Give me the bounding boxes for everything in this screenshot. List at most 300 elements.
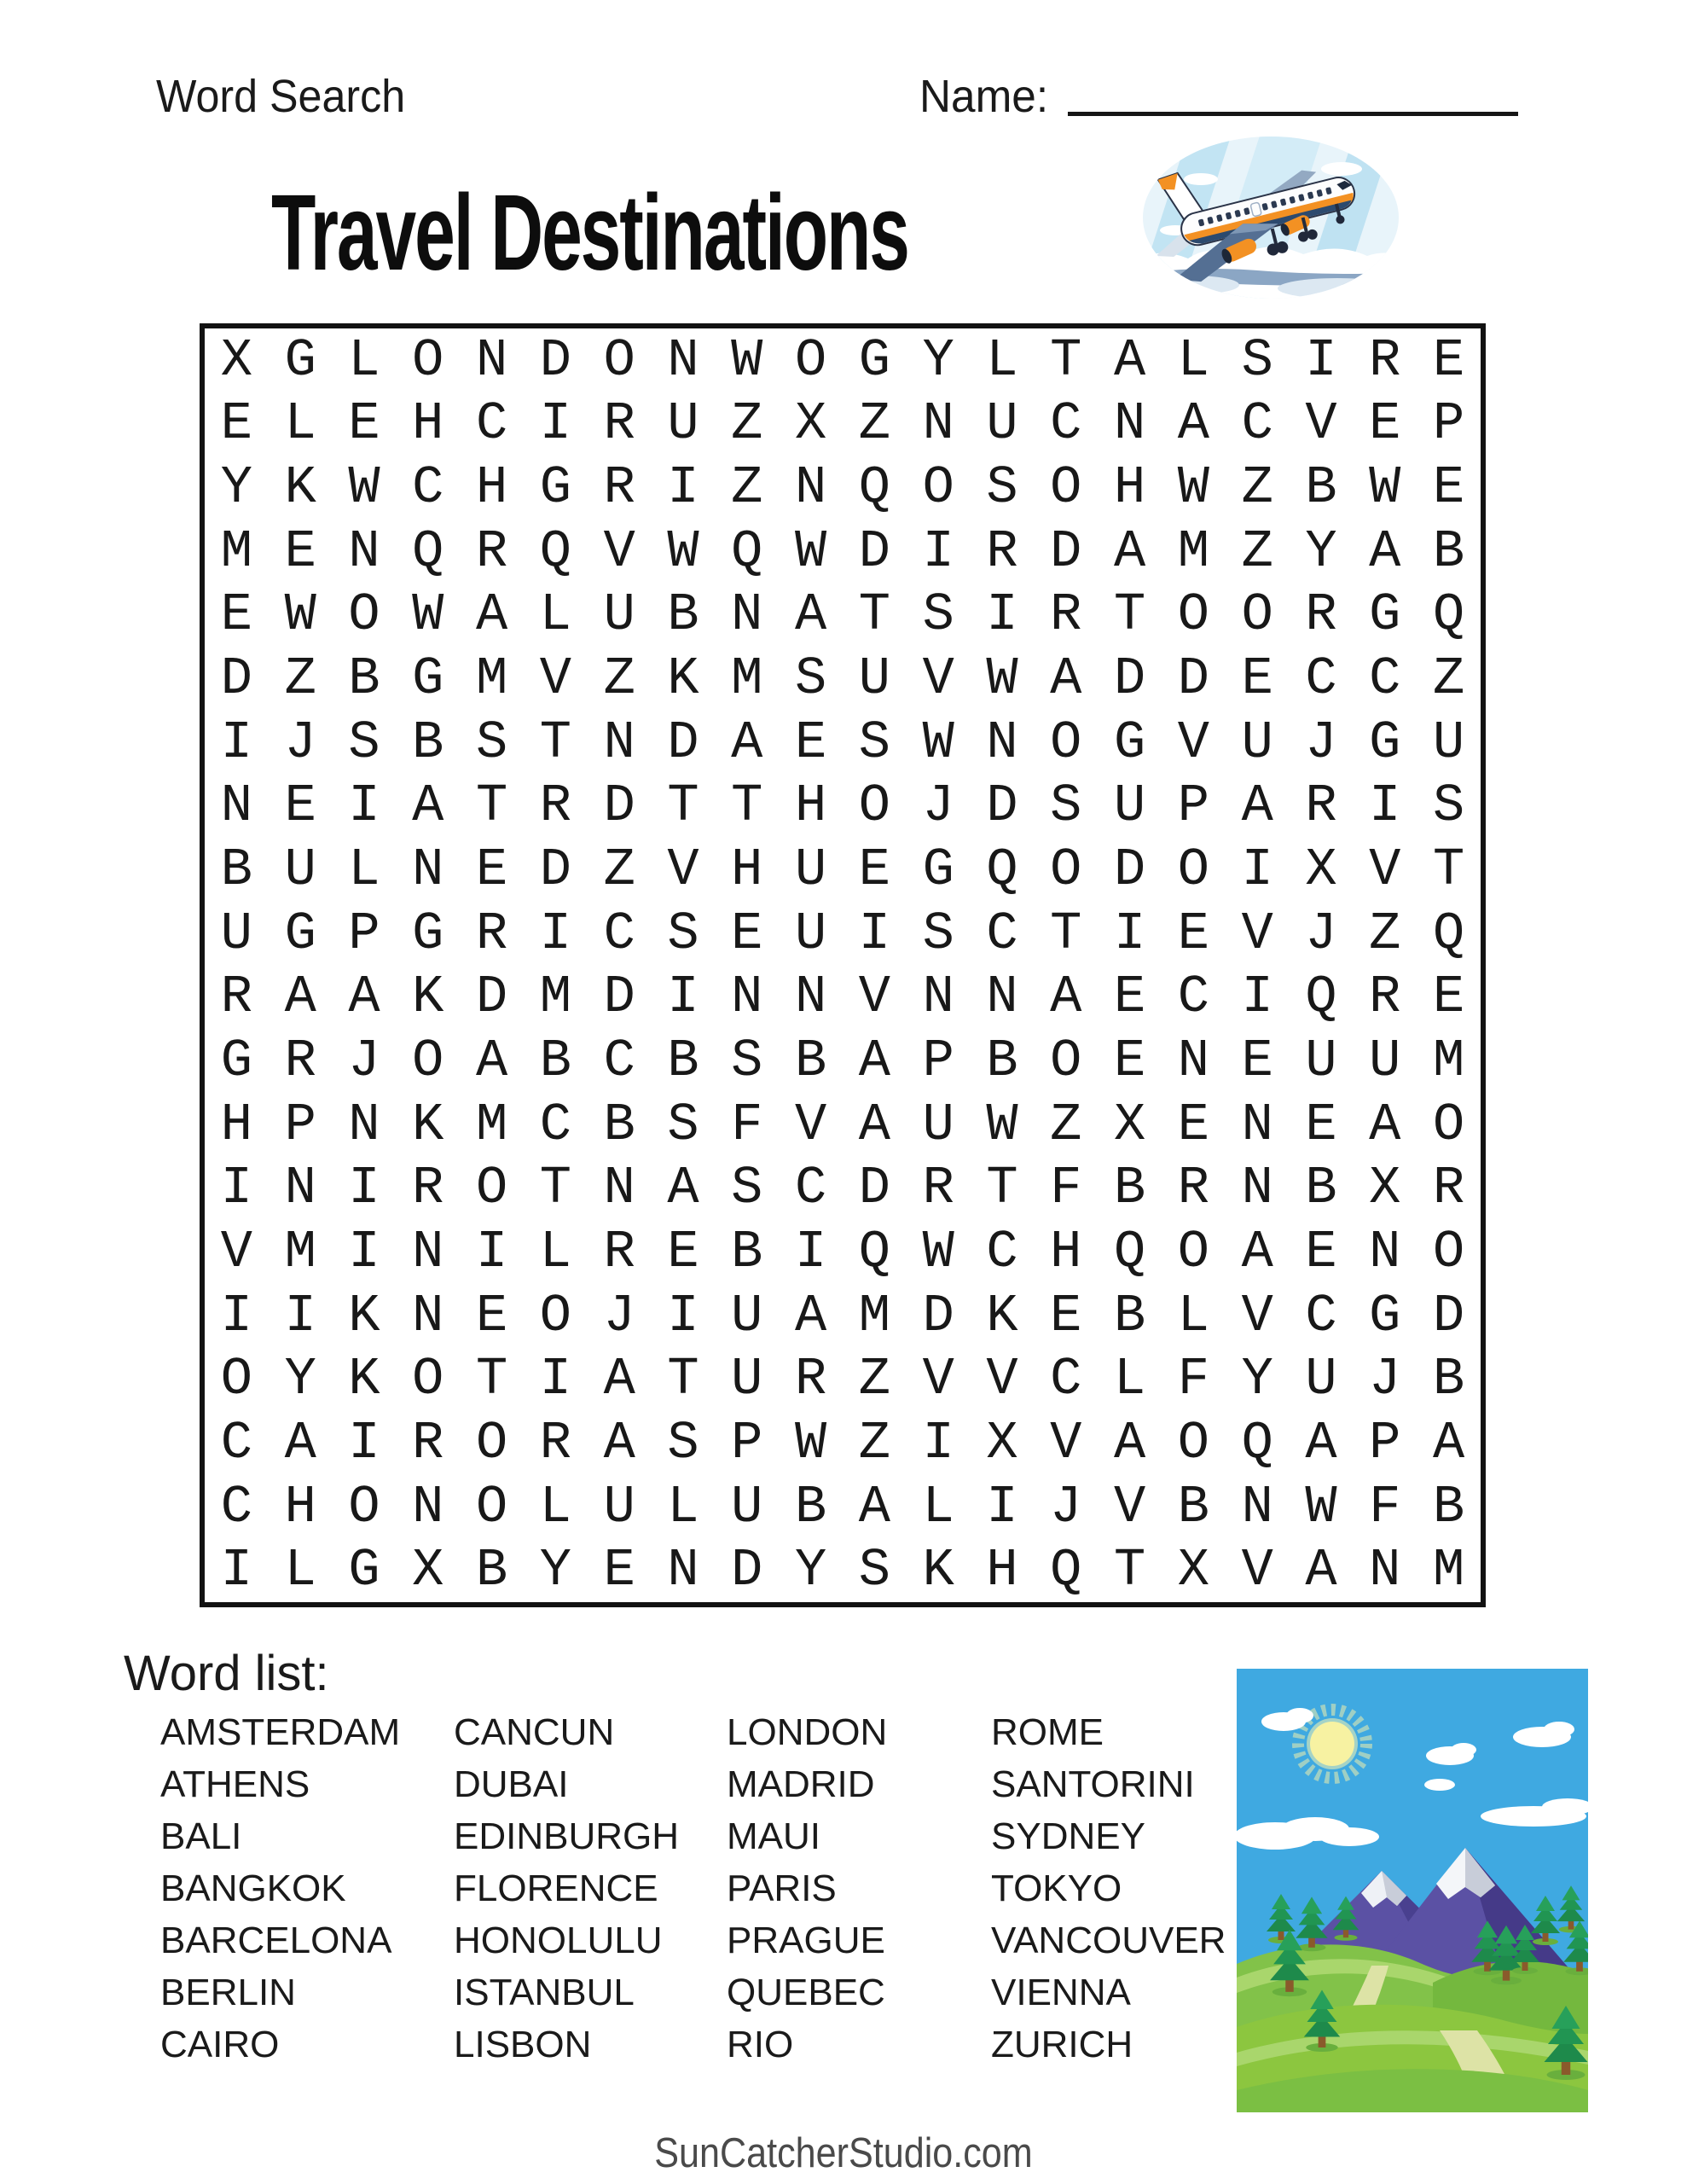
word-list-label: Word list: bbox=[124, 1646, 329, 1701]
grid-cell: H bbox=[1050, 1221, 1082, 1282]
grid-cell: P bbox=[731, 1412, 763, 1473]
grid-cell: I bbox=[539, 393, 571, 455]
grid-cell: S bbox=[858, 712, 890, 773]
grid-cell: S bbox=[986, 457, 1018, 519]
grid-cell: U bbox=[731, 1476, 763, 1537]
grid-cell: R bbox=[475, 903, 508, 964]
grid-cell: C bbox=[986, 1221, 1018, 1282]
grid-cell: N bbox=[348, 1094, 380, 1155]
grid-cell: F bbox=[1369, 1476, 1401, 1537]
grid-cell: L bbox=[539, 1476, 571, 1537]
grid-cell: I bbox=[348, 1158, 380, 1219]
grid-cell: L bbox=[348, 839, 380, 901]
grid-cell: A bbox=[348, 967, 380, 1028]
grid-cell: E bbox=[1432, 457, 1465, 519]
grid-cell: N bbox=[603, 712, 635, 773]
grid-cell: O bbox=[539, 1285, 571, 1346]
grid-cell: D bbox=[1113, 648, 1146, 710]
grid-cell: N bbox=[922, 393, 954, 455]
grid-cell: A bbox=[1369, 1094, 1401, 1155]
grid-cell: I bbox=[1305, 329, 1337, 391]
grid-cell: A bbox=[1113, 1412, 1146, 1473]
grid-cell: O bbox=[603, 329, 635, 391]
grid-cell: N bbox=[731, 967, 763, 1028]
grid-cell: I bbox=[1241, 967, 1273, 1028]
grid-cell: V bbox=[986, 1349, 1018, 1410]
word-list-item: TOKYO bbox=[991, 1867, 1122, 1909]
grid-cell: F bbox=[1050, 1158, 1082, 1219]
grid-cell: A bbox=[1050, 967, 1082, 1028]
grid-cell: E bbox=[858, 839, 890, 901]
word-list-item: PARIS bbox=[727, 1867, 837, 1909]
grid-cell: Z bbox=[858, 1349, 890, 1410]
grid-cell: D bbox=[858, 520, 890, 582]
grid-cell: X bbox=[986, 1412, 1018, 1473]
grid-cell: O bbox=[1050, 839, 1082, 901]
grid-cell: R bbox=[1432, 1158, 1465, 1219]
grid-cell: A bbox=[603, 1349, 635, 1410]
grid-cell: X bbox=[220, 329, 252, 391]
grid-cell: V bbox=[220, 1221, 252, 1282]
grid-cell: D bbox=[1432, 1285, 1465, 1346]
grid-cell: L bbox=[667, 1476, 699, 1537]
grid-cell: G bbox=[539, 457, 571, 519]
grid-cell: S bbox=[794, 648, 827, 710]
grid-cell: V bbox=[1177, 712, 1209, 773]
grid-cell: W bbox=[794, 1412, 827, 1473]
grid-cell: D bbox=[731, 1540, 763, 1601]
grid-cell: U bbox=[858, 648, 890, 710]
grid-cell: E bbox=[603, 1540, 635, 1601]
grid-cell: T bbox=[986, 1158, 1018, 1219]
grid-cell: B bbox=[475, 1540, 508, 1601]
grid-cell: O bbox=[475, 1412, 508, 1473]
grid-cell: G bbox=[858, 329, 890, 391]
grid-cell: U bbox=[1432, 712, 1465, 773]
grid-cell: E bbox=[1432, 967, 1465, 1028]
grid-cell: V bbox=[922, 648, 954, 710]
grid-cell: E bbox=[220, 393, 252, 455]
grid-cell: E bbox=[1305, 1221, 1337, 1282]
grid-cell: X bbox=[794, 393, 827, 455]
mountain-landscape-icon bbox=[1237, 1669, 1588, 2112]
grid-cell: D bbox=[1050, 520, 1082, 582]
grid-cell: O bbox=[1241, 584, 1273, 646]
grid-cell: O bbox=[1050, 712, 1082, 773]
grid-cell: S bbox=[922, 903, 954, 964]
grid-cell: C bbox=[603, 903, 635, 964]
grid-cell: R bbox=[412, 1412, 444, 1473]
grid-cell: I bbox=[284, 1285, 316, 1346]
grid-cell: F bbox=[731, 1094, 763, 1155]
grid-cell: D bbox=[922, 1285, 954, 1346]
grid-cell: A bbox=[1369, 520, 1401, 582]
grid-cell: S bbox=[1432, 775, 1465, 837]
grid-cell: E bbox=[1177, 903, 1209, 964]
word-list-item: BARCELONA bbox=[160, 1920, 392, 1961]
grid-cell: N bbox=[412, 1476, 444, 1537]
grid-cell: E bbox=[1177, 1094, 1209, 1155]
grid-cell: E bbox=[667, 1221, 699, 1282]
grid-cell: L bbox=[284, 393, 316, 455]
grid-cell: C bbox=[1305, 648, 1337, 710]
grid-cell: I bbox=[220, 1158, 252, 1219]
grid-cell: R bbox=[1305, 775, 1337, 837]
grid-cell: R bbox=[603, 1221, 635, 1282]
grid-cell: U bbox=[603, 584, 635, 646]
grid-cell: W bbox=[922, 1221, 954, 1282]
grid-cell: G bbox=[1113, 712, 1146, 773]
word-list-item: EDINBURGH bbox=[454, 1815, 680, 1857]
word-list-item: PRAGUE bbox=[727, 1920, 885, 1961]
grid-cell: T bbox=[731, 775, 763, 837]
grid-cell: L bbox=[1177, 1285, 1209, 1346]
grid-cell: R bbox=[1369, 329, 1401, 391]
grid-cell: Q bbox=[1050, 1540, 1082, 1601]
grid-cell: H bbox=[1113, 457, 1146, 519]
grid-cell: L bbox=[284, 1540, 316, 1601]
grid-cell: T bbox=[1113, 1540, 1146, 1601]
grid-cell: S bbox=[922, 584, 954, 646]
grid-cell: T bbox=[475, 1349, 508, 1410]
grid-cell: N bbox=[1113, 393, 1146, 455]
grid-cell: M bbox=[858, 1285, 890, 1346]
grid-cell: L bbox=[1113, 1349, 1146, 1410]
word-list-item: BANGKOK bbox=[160, 1867, 346, 1909]
grid-cell: D bbox=[475, 967, 508, 1028]
grid-cell: B bbox=[794, 1030, 827, 1091]
grid-cell: S bbox=[1050, 775, 1082, 837]
grid-cell: M bbox=[539, 967, 571, 1028]
grid-cell: G bbox=[922, 839, 954, 901]
grid-cell: U bbox=[603, 1476, 635, 1537]
grid-cell: Z bbox=[1241, 457, 1273, 519]
grid-cell: D bbox=[1113, 839, 1146, 901]
grid-cell: J bbox=[1305, 712, 1337, 773]
grid-cell: N bbox=[667, 1540, 699, 1601]
grid-cell: G bbox=[284, 329, 316, 391]
grid-cell: A bbox=[1305, 1412, 1337, 1473]
grid-cell: M bbox=[731, 648, 763, 710]
grid-cell: E bbox=[1050, 1285, 1082, 1346]
grid-cell: L bbox=[922, 1476, 954, 1537]
grid-cell: W bbox=[794, 520, 827, 582]
word-list-column bbox=[727, 1706, 887, 2071]
grid-cell: W bbox=[412, 584, 444, 646]
grid-cell: R bbox=[220, 967, 252, 1028]
grid-cell: V bbox=[539, 648, 571, 710]
grid-cell: I bbox=[220, 712, 252, 773]
grid-cell: A bbox=[475, 584, 508, 646]
grid-cell: H bbox=[986, 1540, 1018, 1601]
grid-cell: Z bbox=[603, 839, 635, 901]
word-list-column bbox=[454, 1706, 679, 2071]
site-credit: SunCatcherStudio.com bbox=[654, 2130, 1033, 2176]
grid-cell: N bbox=[922, 967, 954, 1028]
grid-cell: Y bbox=[1305, 520, 1337, 582]
grid-cell: W bbox=[348, 457, 380, 519]
grid-cell: V bbox=[1369, 839, 1401, 901]
grid-cell: A bbox=[794, 584, 827, 646]
grid-cell: H bbox=[220, 1094, 252, 1155]
grid-cell: B bbox=[986, 1030, 1018, 1091]
grid-cell: N bbox=[794, 967, 827, 1028]
grid-cell: D bbox=[603, 967, 635, 1028]
word-list-item: ISTANBUL bbox=[454, 1972, 635, 2013]
grid-cell: O bbox=[922, 457, 954, 519]
grid-cell: O bbox=[412, 1349, 444, 1410]
grid-cell: A bbox=[1241, 775, 1273, 837]
grid-cell: A bbox=[1113, 329, 1146, 391]
grid-cell: X bbox=[1369, 1158, 1401, 1219]
grid-cell: N bbox=[986, 967, 1018, 1028]
grid-cell: C bbox=[986, 903, 1018, 964]
grid-cell: A bbox=[858, 1030, 890, 1091]
grid-cell: S bbox=[667, 903, 699, 964]
word-list-item: ATHENS bbox=[160, 1763, 310, 1805]
grid-cell: B bbox=[1113, 1285, 1146, 1346]
grid-cell: V bbox=[667, 839, 699, 901]
grid-cell: I bbox=[1241, 839, 1273, 901]
grid-cell: K bbox=[348, 1285, 380, 1346]
grid-cell: P bbox=[1432, 393, 1465, 455]
grid-cell: C bbox=[412, 457, 444, 519]
grid-cell: K bbox=[348, 1349, 380, 1410]
grid-cell: H bbox=[475, 457, 508, 519]
grid-cell: T bbox=[1050, 329, 1082, 391]
grid-cell: Z bbox=[1241, 520, 1273, 582]
grid-cell: R bbox=[412, 1158, 444, 1219]
grid-cell: C bbox=[1241, 393, 1273, 455]
grid-cell: L bbox=[1177, 329, 1209, 391]
grid-cell: W bbox=[986, 648, 1018, 710]
grid-cell: U bbox=[731, 1349, 763, 1410]
grid-cell: R bbox=[1305, 584, 1337, 646]
grid-cell: K bbox=[284, 457, 316, 519]
grid-cell: B bbox=[794, 1476, 827, 1537]
grid-cell: C bbox=[475, 393, 508, 455]
grid-cell: B bbox=[348, 648, 380, 710]
grid-cell: E bbox=[1113, 967, 1146, 1028]
grid-cell: B bbox=[667, 1030, 699, 1091]
grid-cell: V bbox=[1241, 1285, 1273, 1346]
grid-cell: N bbox=[412, 1221, 444, 1282]
grid-cell: N bbox=[412, 1285, 444, 1346]
grid-cell: B bbox=[1305, 1158, 1337, 1219]
grid-cell: Q bbox=[1113, 1221, 1146, 1282]
grid-cell: C bbox=[220, 1476, 252, 1537]
grid-cell: B bbox=[603, 1094, 635, 1155]
word-list-item: RIO bbox=[727, 2024, 794, 2065]
grid-cell: C bbox=[1369, 648, 1401, 710]
grid-cell: I bbox=[1113, 903, 1146, 964]
grid-cell: G bbox=[412, 903, 444, 964]
grid-cell: C bbox=[220, 1412, 252, 1473]
grid-cell: T bbox=[1113, 584, 1146, 646]
grid-cell: C bbox=[603, 1030, 635, 1091]
grid-cell: D bbox=[539, 329, 571, 391]
word-list-item: FLORENCE bbox=[454, 1867, 658, 1909]
grid-cell: N bbox=[348, 520, 380, 582]
grid-cell: Z bbox=[858, 1412, 890, 1473]
grid-cell: N bbox=[1241, 1094, 1273, 1155]
grid-cell: E bbox=[794, 712, 827, 773]
grid-cell: A bbox=[1177, 393, 1209, 455]
word-list-item: SYDNEY bbox=[991, 1815, 1145, 1857]
grid-cell: G bbox=[220, 1030, 252, 1091]
grid-cell: Q bbox=[731, 520, 763, 582]
grid-cell: Z bbox=[603, 648, 635, 710]
grid-cell: S bbox=[667, 1412, 699, 1473]
grid-cell: N bbox=[603, 1158, 635, 1219]
grid-cell: E bbox=[284, 775, 316, 837]
grid-cell: A bbox=[794, 1285, 827, 1346]
grid-cell: A bbox=[475, 1030, 508, 1091]
grid-cell: U bbox=[220, 903, 252, 964]
grid-cell: O bbox=[794, 329, 827, 391]
grid-cell: K bbox=[412, 967, 444, 1028]
grid-cell: Y bbox=[1241, 1349, 1273, 1410]
grid-cell: U bbox=[667, 393, 699, 455]
grid-cell: W bbox=[284, 584, 316, 646]
grid-cell: X bbox=[1177, 1540, 1209, 1601]
grid-cell: J bbox=[922, 775, 954, 837]
grid-cell: Y bbox=[284, 1349, 316, 1410]
grid-cell: O bbox=[475, 1476, 508, 1537]
grid-cell: R bbox=[539, 775, 571, 837]
grid-cell: B bbox=[1432, 1349, 1465, 1410]
grid-cell: E bbox=[1241, 1030, 1273, 1091]
grid-cell: E bbox=[475, 839, 508, 901]
grid-cell: R bbox=[1050, 584, 1082, 646]
grid-cell: D bbox=[858, 1158, 890, 1219]
word-list-item: ZURICH bbox=[991, 2024, 1133, 2065]
grid-cell: S bbox=[1241, 329, 1273, 391]
grid-cell: M bbox=[475, 1094, 508, 1155]
grid-cell: Z bbox=[731, 457, 763, 519]
grid-cell: V bbox=[794, 1094, 827, 1155]
grid-cell: D bbox=[667, 712, 699, 773]
grid-cell: V bbox=[922, 1349, 954, 1410]
grid-cell: U bbox=[1241, 712, 1273, 773]
grid-cell: Z bbox=[858, 393, 890, 455]
grid-cell: V bbox=[1113, 1476, 1146, 1537]
grid-cell: O bbox=[220, 1349, 252, 1410]
grid-cell: M bbox=[1177, 520, 1209, 582]
grid-cell: G bbox=[412, 648, 444, 710]
grid-cell: N bbox=[667, 329, 699, 391]
grid-cell: Q bbox=[1432, 584, 1465, 646]
grid-cell: Q bbox=[986, 839, 1018, 901]
grid-cell: Q bbox=[412, 520, 444, 582]
grid-cell: K bbox=[667, 648, 699, 710]
word-list-item: MAUI bbox=[727, 1815, 820, 1857]
grid-cell: A bbox=[1050, 648, 1082, 710]
grid-cell: N bbox=[986, 712, 1018, 773]
grid-cell: B bbox=[667, 584, 699, 646]
grid-cell: R bbox=[794, 1349, 827, 1410]
grid-cell: O bbox=[412, 1030, 444, 1091]
grid-cell: A bbox=[1305, 1540, 1337, 1601]
grid-cell: R bbox=[603, 457, 635, 519]
grid-cell: P bbox=[284, 1094, 316, 1155]
grid-cell: C bbox=[1050, 1349, 1082, 1410]
grid-cell: J bbox=[1369, 1349, 1401, 1410]
grid-cell: E bbox=[1113, 1030, 1146, 1091]
grid-cell: I bbox=[348, 1412, 380, 1473]
grid-cell: P bbox=[1369, 1412, 1401, 1473]
grid-cell: O bbox=[475, 1158, 508, 1219]
grid-cell: B bbox=[220, 839, 252, 901]
grid-cell: M bbox=[475, 648, 508, 710]
grid-cell: I bbox=[986, 584, 1018, 646]
name-write-line bbox=[1068, 112, 1518, 116]
word-list-item: AMSTERDAM bbox=[160, 1711, 401, 1753]
grid-cell: I bbox=[220, 1540, 252, 1601]
word-list-item: CANCUN bbox=[454, 1711, 615, 1753]
grid-cell: S bbox=[858, 1540, 890, 1601]
grid-cell: J bbox=[1305, 903, 1337, 964]
grid-cell: I bbox=[986, 1476, 1018, 1537]
grid-cell: N bbox=[412, 839, 444, 901]
grid-cell: P bbox=[348, 903, 380, 964]
grid-cell: N bbox=[1241, 1476, 1273, 1537]
grid-cell: Q bbox=[1432, 903, 1465, 964]
grid-cell: O bbox=[1177, 839, 1209, 901]
grid-cell: V bbox=[1050, 1412, 1082, 1473]
airplane-icon bbox=[1141, 135, 1400, 300]
word-list-item: HONOLULU bbox=[454, 1920, 663, 1961]
grid-cell: U bbox=[1305, 1030, 1337, 1091]
grid-cell: R bbox=[539, 1412, 571, 1473]
grid-cell: W bbox=[1305, 1476, 1337, 1537]
grid-cell: O bbox=[1432, 1094, 1465, 1155]
grid-cell: Q bbox=[858, 457, 890, 519]
grid-cell: L bbox=[539, 584, 571, 646]
grid-cell: Y bbox=[794, 1540, 827, 1601]
grid-cell: S bbox=[731, 1030, 763, 1091]
grid-cell: V bbox=[1241, 1540, 1273, 1601]
grid-cell: N bbox=[284, 1158, 316, 1219]
grid-cell: E bbox=[1432, 329, 1465, 391]
grid-cell: L bbox=[539, 1221, 571, 1282]
grid-cell: J bbox=[1050, 1476, 1082, 1537]
grid-cell: T bbox=[539, 712, 571, 773]
grid-cell: E bbox=[284, 520, 316, 582]
grid-cell: O bbox=[348, 1476, 380, 1537]
grid-cell: V bbox=[1241, 903, 1273, 964]
grid-cell: R bbox=[1177, 1158, 1209, 1219]
grid-cell: L bbox=[348, 329, 380, 391]
grid-cell: I bbox=[667, 457, 699, 519]
grid-cell: N bbox=[1177, 1030, 1209, 1091]
grid-cell: I bbox=[220, 1285, 252, 1346]
grid-cell: E bbox=[1241, 648, 1273, 710]
grid-cell: N bbox=[1241, 1158, 1273, 1219]
grid-cell: G bbox=[284, 903, 316, 964]
grid-cell: W bbox=[922, 712, 954, 773]
grid-cell: G bbox=[348, 1540, 380, 1601]
grid-cell: I bbox=[858, 903, 890, 964]
grid-cell: Q bbox=[539, 520, 571, 582]
grid-cell: K bbox=[412, 1094, 444, 1155]
grid-cell: W bbox=[731, 329, 763, 391]
word-list-item: LISBON bbox=[454, 2024, 592, 2065]
grid-cell: H bbox=[412, 393, 444, 455]
grid-cell: B bbox=[731, 1221, 763, 1282]
grid-cell: Q bbox=[858, 1221, 890, 1282]
grid-cell: D bbox=[220, 648, 252, 710]
